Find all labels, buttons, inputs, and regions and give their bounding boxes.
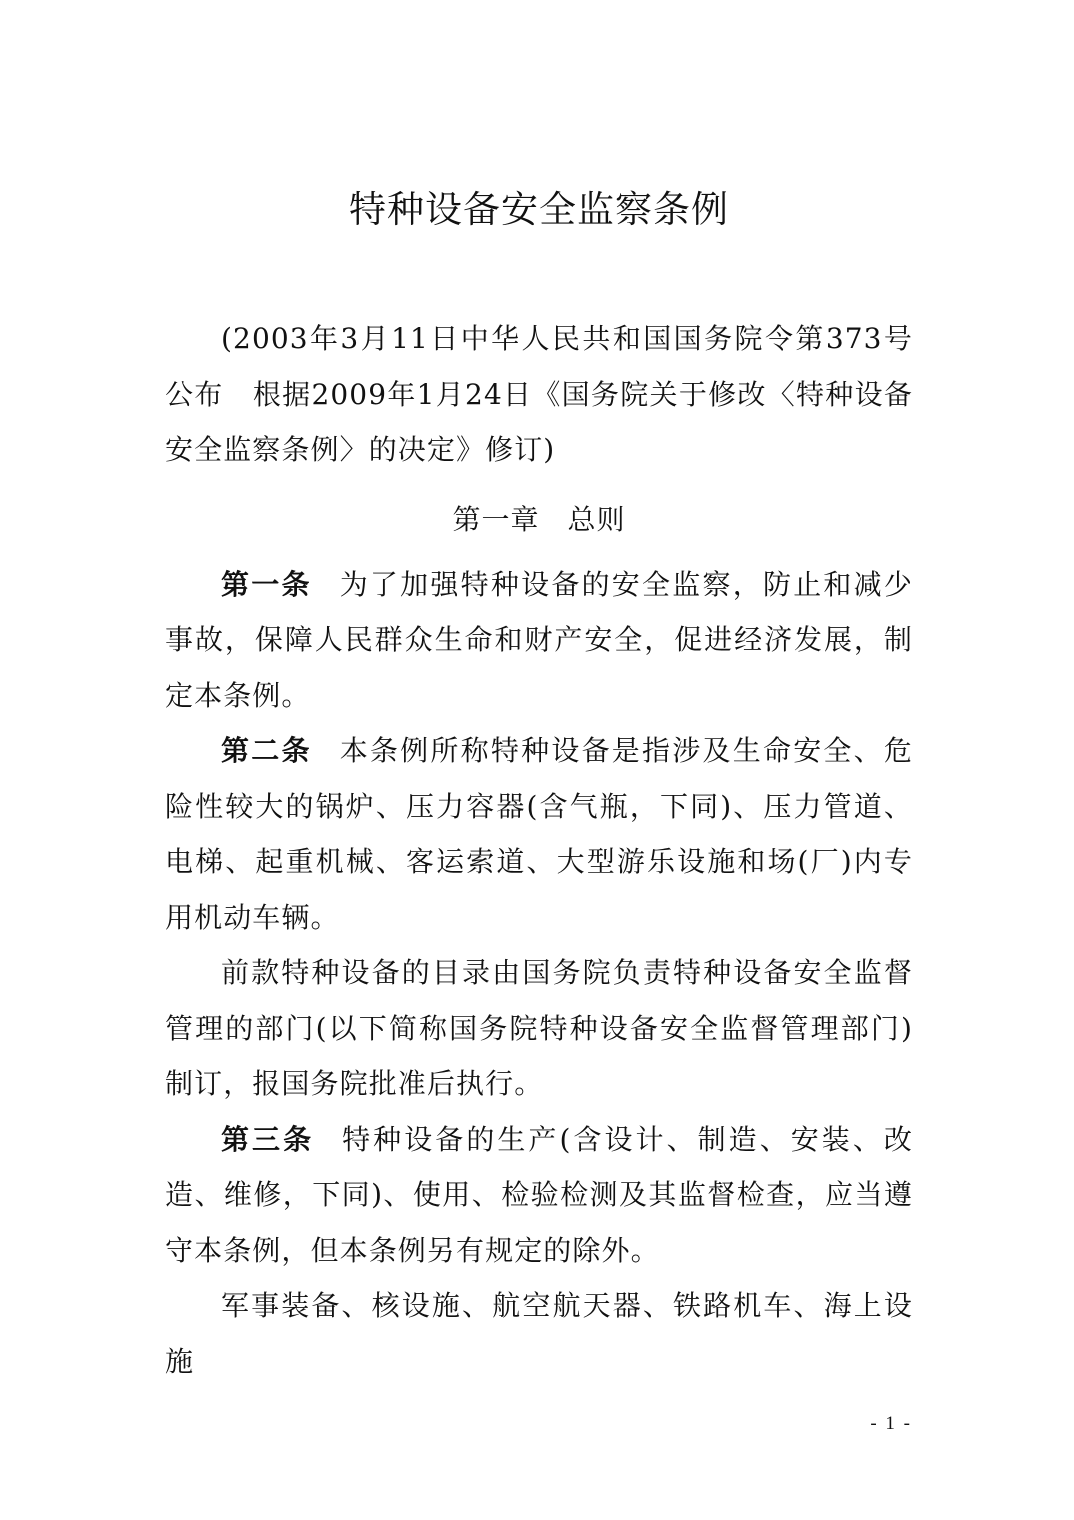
article-text: 本条例所称特种设备是指涉及生命安全、危险性较大的锅炉、压力容器(含气瓶，下同)、压力管道、电梯、起重机械、客运索道、大型游乐设施和场(厂)内专用机动车辆。 [165, 734, 913, 934]
article-2 [165, 723, 913, 945]
article-2-paragraph-2: 前款特种设备的目录由国务院负责特种设备安全监督管理的部门(以下简称国务院特种设备安全监督管理部门)制订，报国务院批准后执行。 [165, 956, 913, 1100]
page-number: - 1 - [870, 1413, 912, 1434]
chapter-name: 总则 [567, 502, 626, 536]
article-3-paragraph-2: 军事装备、核设施、航空航天器、铁路机车、海上设施 [165, 1289, 913, 1378]
chapter-number: 第一章 [452, 502, 540, 536]
article-label: 第二条 [221, 734, 312, 767]
article-text: 特种设备的生产(含设计、制造、安装、改造、维修，下同)、使用、检验检测及其监督检查，应当遵守本条例，但本条例另有规定的除外。 [165, 1122, 913, 1267]
article-text: 为了加强特种设备的安全监察，防止和减少事故，保障人民群众生命和财产安全，促进经济发展，制定本条例。 [165, 567, 913, 712]
chapter-heading [165, 492, 913, 547]
article-1 [165, 557, 913, 724]
document-body [165, 180, 913, 1389]
document-title: 特种设备安全监察条例 [349, 188, 729, 231]
article-label: 第三条 [221, 1122, 315, 1156]
article-3 [165, 1112, 913, 1279]
article-label: 第一条 [221, 567, 312, 601]
promulgation-note: (2003年3月11日中华人民共和国国务院令第373号公布 根据2009年1月24日《国务院关于修改〈特种设备安全监察条例〉的决定》修订) [165, 322, 913, 466]
